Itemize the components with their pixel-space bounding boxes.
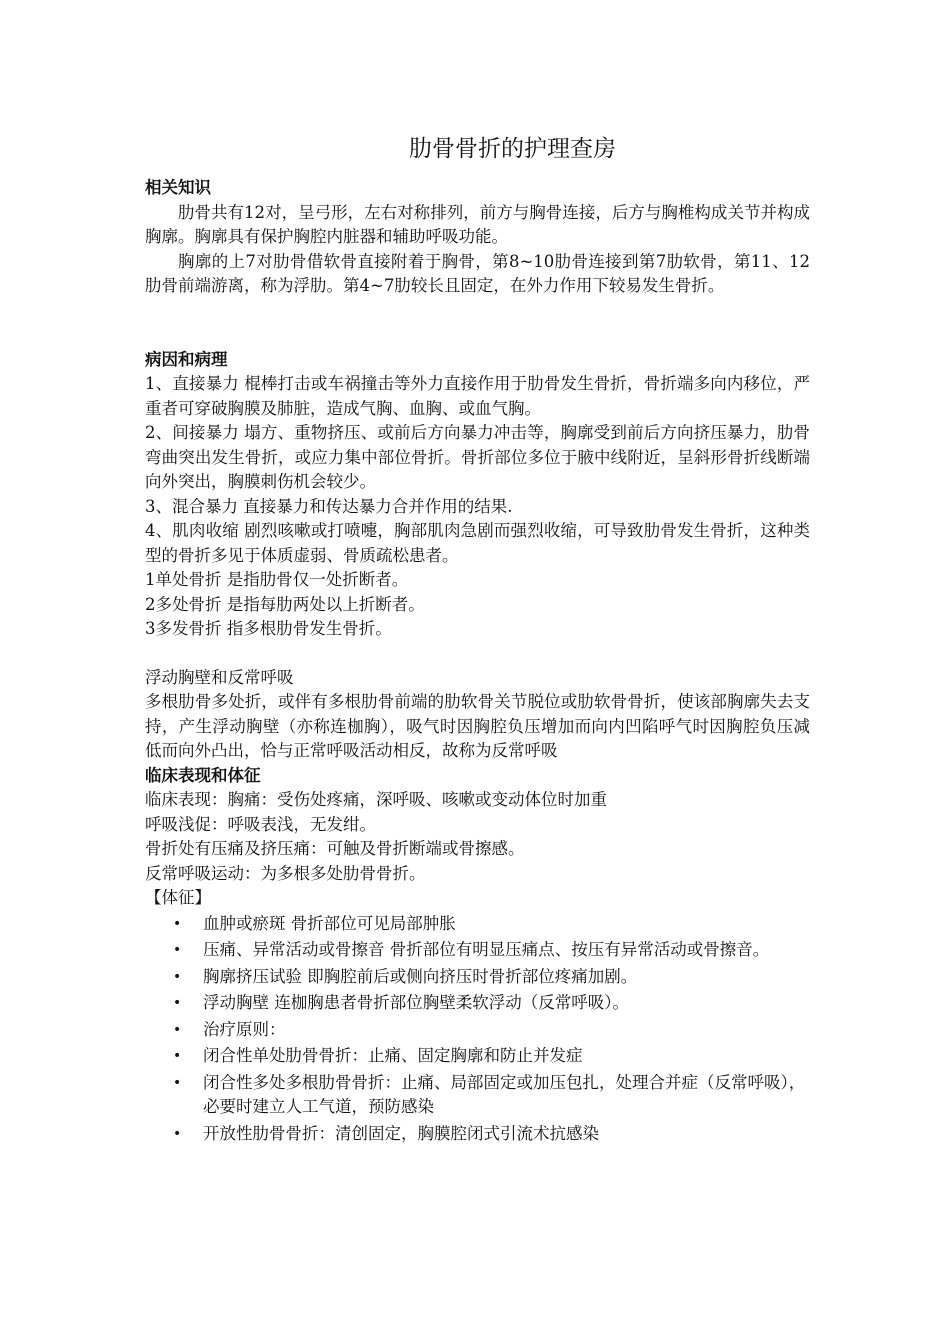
spacer bbox=[145, 299, 810, 348]
paragraph: 2、间接暴力 塌方、重物挤压、或前后方向暴力冲击等，胸廓受到前后方向挤压暴力，肋骨弯曲突出发生骨折，或应力集中部位骨折。骨折部位多位于腋中线附近，呈斜形骨折线断端向外突出，胸膜刺伤机会较少。 bbox=[145, 423, 810, 491]
paragraph: 1、直接暴力 棍棒打击或车祸撞击等外力直接作用于肋骨发生骨折，骨折端多向内移位，严重者可穿破胸膜及肺脏，造成气胸、血胸、或血气胸。 bbox=[145, 374, 810, 418]
paragraph: 多根肋骨多处折，或伴有多根肋骨前端的肋软骨关节脱位或肋软骨骨折，使该部胸廓失去支持，产生浮动胸壁（亦称连枷胸），吸气时因胸腔负压增加而向内凹陷呼气时因胸腔负压减低而向外凸出，恰与正常呼吸活动相反，故称为反常呼吸 bbox=[145, 692, 810, 760]
signs-list bbox=[145, 912, 810, 1147]
paragraph: 胸廓的上7对肋骨借软骨直接附着于胸骨，第8~10肋骨连接到第7肋软骨，第11、12肋骨前端游离，称为浮肋。第4~7肋较长且固定，在外力作用下较易发生骨折。 bbox=[145, 251, 810, 295]
list-item: • 浮动胸壁 连枷胸患者骨折部位胸壁柔软浮动（反常呼吸）。 bbox=[173, 991, 810, 1016]
list-item: • 闭合性多处多根肋骨骨折：止痛、局部固定或加压包扎，处理合并症（反常呼吸），必要时建立人工气道，预防感染 bbox=[173, 1071, 810, 1120]
paragraph: 3多发骨折 指多根肋骨发生骨折。 bbox=[145, 619, 392, 638]
list-item: • 血肿或瘀斑 骨折部位可见局部肿胀 bbox=[173, 912, 810, 937]
paragraph: 4、肌肉收缩 剧烈咳嗽或打喷嚏，胸部肌肉急剧而强烈收缩，可导致肋骨发生骨折，这种类型的骨折多见于体质虚弱、骨质疏松患者。 bbox=[145, 521, 810, 565]
list-item: • 治疗原则： bbox=[173, 1018, 810, 1043]
paragraph: 骨折处有压痛及挤压痛：可触及骨折断端或骨擦感。 bbox=[145, 839, 525, 858]
paragraph: 1单处骨折 是指肋骨仅一处折断者。 bbox=[145, 570, 409, 589]
paragraph: 反常呼吸运动：为多根多处肋骨骨折。 bbox=[145, 863, 426, 883]
paragraph: 肋骨共有12对，呈弓形，左右对称排列，前方与胸骨连接，后方与胸椎构成关节并构成胸廓。胸廓具有保护胸腔内脏器和辅助呼吸功能。 bbox=[145, 202, 810, 246]
paragraph: 呼吸浅促：呼吸表浅，无发绀。 bbox=[145, 814, 376, 834]
list-item: • 胸廓挤压试验 即胸腔前后或侧向挤压时骨折部位疼痛加剧。 bbox=[173, 965, 810, 990]
section-heading-etiology: 病因和病理 bbox=[145, 349, 228, 369]
section-heading-clinical: 临床表现和体征 bbox=[145, 765, 261, 785]
list-item: • 闭合性单处肋骨骨折：止痛、固定胸廓和防止并发症 bbox=[173, 1044, 810, 1069]
section-heading-knowledge: 相关知识 bbox=[145, 178, 211, 197]
list-item: • 压痛、异常活动或骨擦音 骨折部位有明显压痛点、按压有异常活动或骨擦音。 bbox=[173, 938, 810, 963]
signs-label: 【体征】 bbox=[145, 888, 211, 907]
paragraph: 临床表现：胸痛：受伤处疼痛，深呼吸、咳嗽或变动体位时加重 bbox=[145, 790, 607, 809]
document-title: 肋骨骨折的护理查房 bbox=[409, 136, 616, 162]
section-heading-flail-chest: 浮动胸壁和反常呼吸 bbox=[145, 667, 294, 687]
paragraph: 3、混合暴力 直接暴力和传达暴力合并作用的结果. bbox=[145, 496, 513, 516]
list-item: • 开放性肋骨骨折：清创固定，胸膜腔闭式引流术抗感染 bbox=[173, 1122, 810, 1147]
spacer bbox=[145, 642, 810, 666]
paragraph: 2多处骨折 是指每肋两处以上折断者。 bbox=[145, 594, 425, 614]
document-body bbox=[145, 134, 810, 1148]
